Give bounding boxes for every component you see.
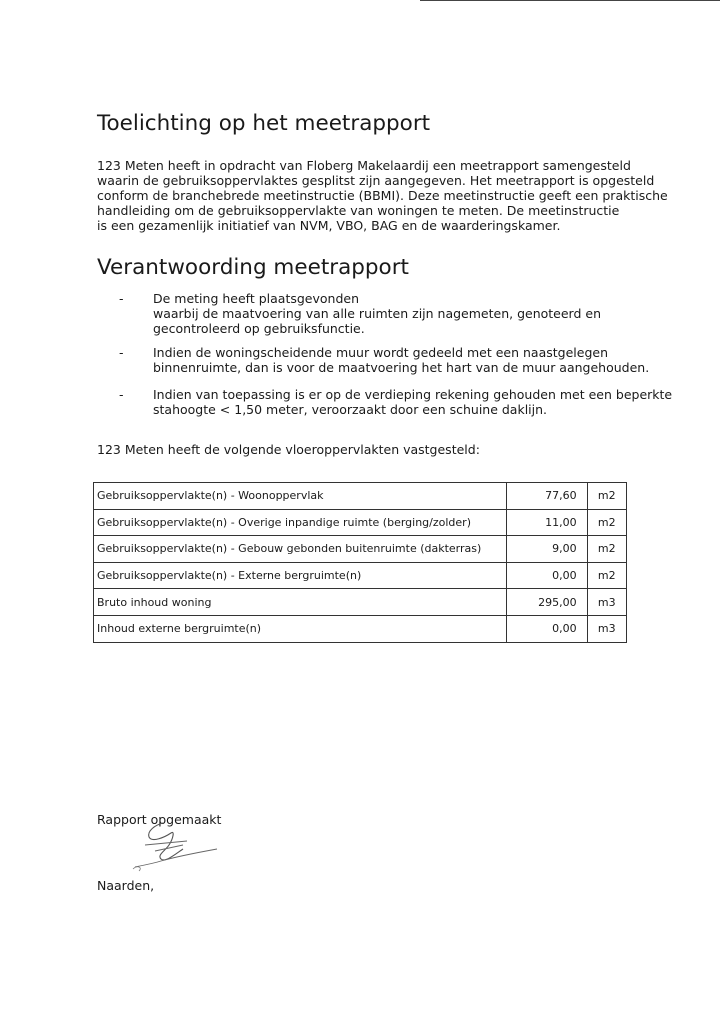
paragraph-line: is een gezamenlijk initiatief van NVM, VBO, BAG en de waarderingskamer. <box>97 218 561 233</box>
list-item <box>97 387 672 417</box>
row-value: 9,00 <box>506 536 587 563</box>
list-item <box>97 345 649 375</box>
row-value: 11,00 <box>506 509 587 536</box>
row-description: Inhoud externe bergruimte(n) <box>94 615 507 642</box>
row-description: Gebruiksoppervlakte(n) - Gebouw gebonden buitenruimte (dakterras) <box>94 536 507 563</box>
list-item-line: Indien de woningscheidende muur wordt gedeeld met een naastgelegen <box>153 345 609 360</box>
paragraph-line: 123 Meten heeft in opdracht van Floberg Makelaardij een meetrapport samengesteld <box>97 158 631 173</box>
table-row <box>94 589 627 616</box>
area-table <box>93 482 627 643</box>
list-item-line: Indien van toepassing is er op de verdieping rekening gehouden met een beperkte <box>153 387 673 402</box>
table-row <box>94 562 627 589</box>
table-intro: 123 Meten heeft de volgende vloeroppervlakten vastgesteld: <box>97 442 480 457</box>
row-value: 0,00 <box>506 615 587 642</box>
row-description: Gebruiksoppervlakte(n) - Overige inpandige ruimte (berging/zolder) <box>94 509 507 536</box>
row-unit: m2 <box>587 562 626 589</box>
table-row <box>94 615 627 642</box>
table-row <box>94 483 627 510</box>
table-row <box>94 536 627 563</box>
top-edge-line <box>420 0 720 1</box>
list-item-line: stahoogte < 1,50 meter, veroorzaakt door een schuine daklijn. <box>153 402 548 417</box>
paragraph-line: conform de branchebrede meetinstructie (BBMI). Deze meetinstructie geeft een praktische <box>97 188 668 203</box>
list-item-line: gecontroleerd op gebruiksfunctie. <box>153 321 365 336</box>
signature-scribble <box>125 815 225 875</box>
signed-by-label: Rapport opgemaakt <box>97 812 222 827</box>
row-value: 295,00 <box>506 589 587 616</box>
row-unit: m2 <box>587 509 626 536</box>
row-description: Bruto inhoud woning <box>94 589 507 616</box>
row-unit: m2 <box>587 483 626 510</box>
section-title-verantwoording: Verantwoording meetrapport <box>97 255 409 280</box>
bullet-marker: - <box>119 291 124 306</box>
row-unit: m3 <box>587 615 626 642</box>
paragraph-line: waarin de gebruiksoppervlaktes gesplitst zijn aangegeven. Het meetrapport is opgesteld <box>97 173 655 188</box>
row-value: 0,00 <box>506 562 587 589</box>
bullet-marker: - <box>119 345 124 360</box>
table-row <box>94 509 627 536</box>
row-unit: m3 <box>587 589 626 616</box>
row-value: 77,60 <box>506 483 587 510</box>
list-item <box>97 291 601 336</box>
toelichting-paragraph <box>97 158 668 233</box>
section-title-toelichting: Toelichting op het meetrapport <box>97 111 431 136</box>
list-item-line: waarbij de maatvoering van alle ruimten zijn nagemeten, genoteerd en <box>153 306 601 321</box>
paragraph-line: handleiding om de gebruiksoppervlakte van woningen te meten. De meetinstructie <box>97 203 620 218</box>
place-label: Naarden, <box>97 878 155 893</box>
list-item-line: De meting heeft plaatsgevonden <box>153 291 359 306</box>
row-description: Gebruiksoppervlakte(n) - Woonoppervlak <box>94 483 507 510</box>
bullet-marker: - <box>119 387 124 402</box>
row-unit: m2 <box>587 536 626 563</box>
row-description: Gebruiksoppervlakte(n) - Externe bergruimte(n) <box>94 562 507 589</box>
list-item-line: binnenruimte, dan is voor de maatvoering het hart van de muur aangehouden. <box>153 360 650 375</box>
